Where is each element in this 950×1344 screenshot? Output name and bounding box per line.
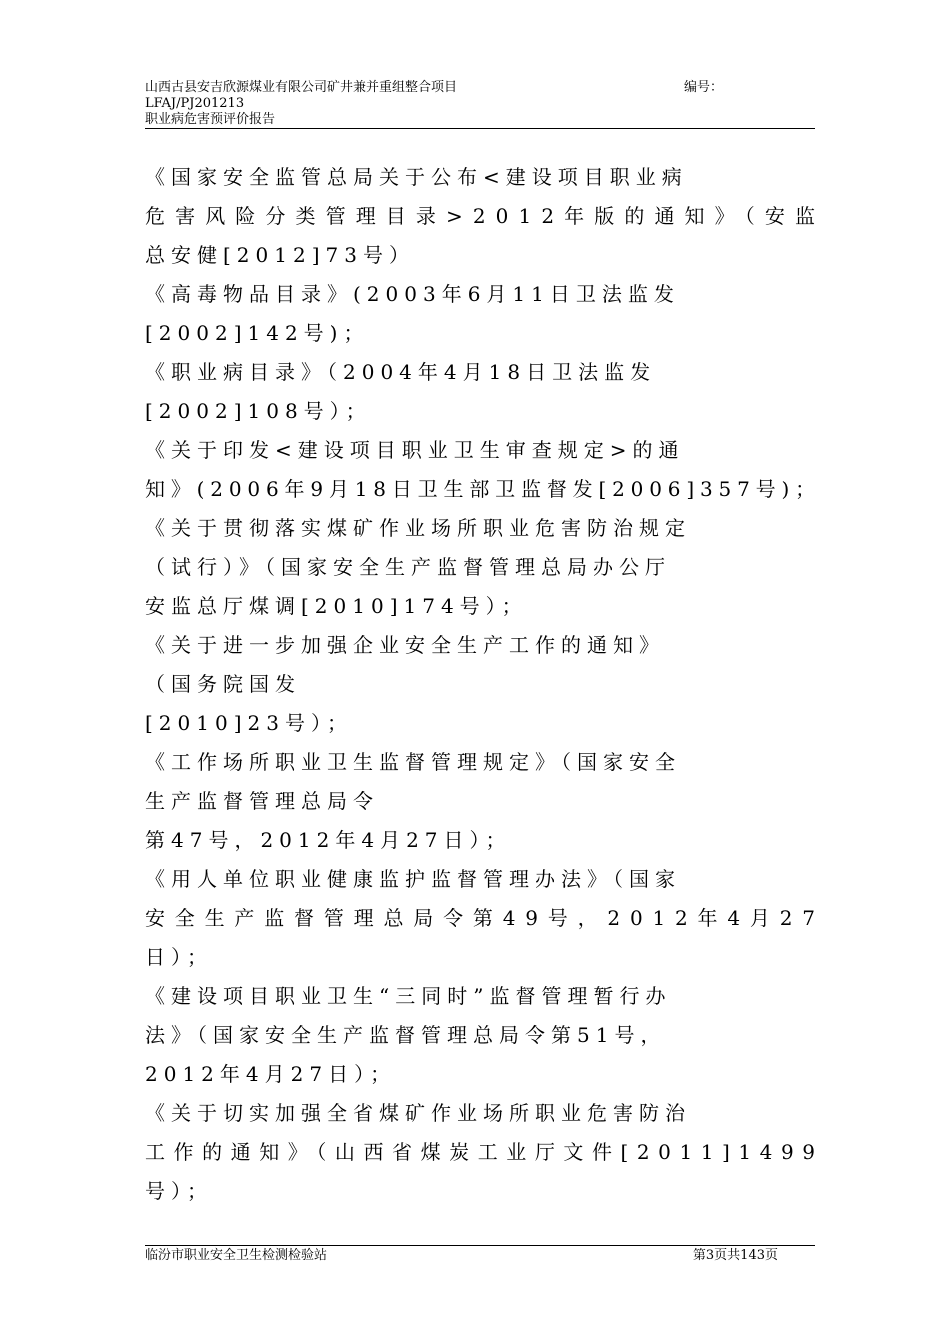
body-line: （国务院国发: [145, 672, 301, 696]
body-line: 2012年4月27日）；: [145, 1062, 397, 1086]
header-number-label: 编号：: [683, 80, 723, 95]
footer-divider: [145, 1245, 815, 1246]
body-line: 安全生产监督管理总局令第49号，2012年4月27: [145, 906, 825, 930]
body-line: 安监总厅煤调[2010]174号）；: [145, 594, 528, 618]
header-project-title: 山西古县安吉欣源煤业有限公司矿井兼并重组整合项目: [145, 80, 458, 95]
body-line: 危害风险分类管理目录>2012年版的通知》（安监: [145, 204, 826, 228]
body-line: 《职业病目录》（2004年4月18日卫法监发: [145, 360, 657, 384]
body-line: 知》(2006年9月18日卫生部卫监督发[2006]357号)；: [145, 477, 821, 501]
body-line: 总安健[2012]73号）: [145, 243, 415, 267]
header-row: [145, 80, 815, 96]
page-header: [145, 80, 815, 128]
body-line: 日）；: [145, 945, 213, 969]
body-line: 第47号，2012年4月27日）；: [145, 828, 512, 852]
body-line: [2002]108号）；: [145, 399, 372, 423]
document-body: [145, 158, 826, 1211]
body-line: 《国家安全监管总局关于公布<建设项目职业病: [145, 165, 688, 189]
footer-page-number: 第3页共143页: [692, 1248, 778, 1263]
body-line: 《关于切实加强全省煤矿作业场所职业危害防治: [145, 1101, 691, 1125]
body-line: （试行）》（国家安全生产监督管理总局办公厅: [145, 555, 671, 579]
body-line: 生产监督管理总局令: [145, 789, 379, 813]
body-line: 《工作场所职业卫生监督管理规定》（国家安全: [145, 750, 681, 774]
footer-organization: 临汾市职业安全卫生检测检验站: [145, 1248, 328, 1263]
body-line: 《关于进一步加强企业安全生产工作的通知》: [145, 633, 665, 657]
header-divider: [145, 128, 815, 129]
body-line: [2010]23号）；: [145, 711, 353, 735]
body-line: 法》（国家安全生产监督管理总局令第51号，: [145, 1023, 667, 1047]
page-footer: [145, 1248, 815, 1264]
body-line: 《高毒物品目录》(2003年6月11日卫法监发: [145, 282, 680, 306]
body-line: 《建设项目职业卫生“三同时”监督管理暂行办: [145, 984, 672, 1008]
body-line: [2002]142号)；: [145, 321, 370, 345]
body-line: 号）；: [145, 1179, 213, 1203]
header-report-type: 职业病危害预评价报告: [145, 112, 276, 127]
body-line: 《关于印发<建设项目职业卫生审查规定>的通: [145, 438, 685, 462]
body-line: 《用人单位职业健康监护监督管理办法》（国家: [145, 867, 681, 891]
header-code: LFAJ/PJ201213: [145, 96, 245, 111]
body-line: 《关于贯彻落实煤矿作业场所职业危害防治规定: [145, 516, 691, 540]
body-line: 工作的通知》（山西省煤炭工业厅文件[2011]1499: [145, 1140, 824, 1164]
